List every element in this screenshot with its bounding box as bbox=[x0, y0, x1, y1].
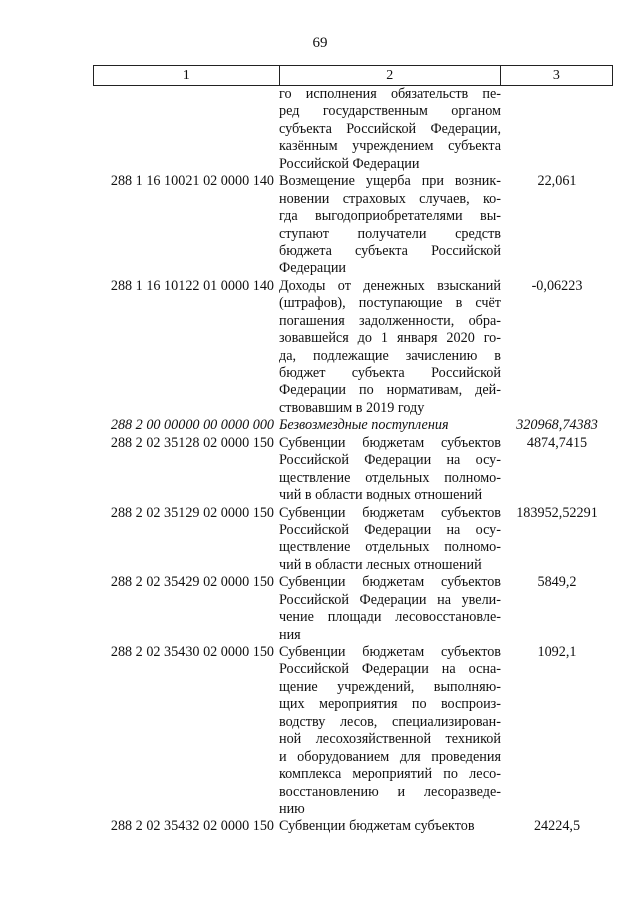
description-line: щение учреждений, выполняю- bbox=[279, 678, 501, 695]
income-description bbox=[279, 435, 501, 505]
description-line: щих мероприятия по воспроиз- bbox=[279, 696, 501, 713]
income-description bbox=[279, 505, 501, 575]
budget-code: 288 2 00 00000 00 0000 000 bbox=[110, 417, 274, 434]
description-line: Безвозмездные поступления bbox=[279, 417, 449, 434]
description-line: бюджет субъекта Российской bbox=[279, 365, 501, 381]
amount-value: -0,06223 bbox=[531, 277, 583, 294]
budget-code: 288 2 02 35432 02 0000 150 bbox=[110, 818, 274, 835]
description-line: Российской Федерации на осна- bbox=[279, 661, 501, 678]
table-row bbox=[93, 505, 613, 575]
description-line: ной лесохозяйственной техникой bbox=[279, 731, 501, 748]
budget-code: 288 1 16 10021 02 0000 140 bbox=[110, 173, 274, 190]
description-line: Возмещение ущерба при возник- bbox=[279, 173, 501, 190]
table-row bbox=[93, 417, 613, 434]
description-line: ред государственным органом bbox=[279, 103, 501, 120]
description-line: ния bbox=[279, 626, 301, 643]
description-line: ществление отдельных полномо- bbox=[279, 469, 501, 486]
description-line: комплекса мероприятий по лесо- bbox=[279, 766, 501, 783]
table-row bbox=[93, 435, 613, 505]
description-line: нию bbox=[279, 800, 305, 817]
table-row bbox=[93, 278, 613, 418]
description-line: Российской Федерации bbox=[279, 155, 420, 172]
column-header-1: 1 bbox=[94, 66, 280, 86]
column-header-row bbox=[93, 65, 613, 86]
description-line: Федерации по нормативам, дей- bbox=[279, 382, 501, 399]
column-header-3: 3 bbox=[500, 66, 612, 86]
amount-value: 1092,1 bbox=[537, 644, 577, 661]
description-line: да, подлежащие зачислению в bbox=[279, 347, 501, 364]
income-description bbox=[279, 574, 501, 644]
description-line: (штрафов), поступающие в счёт bbox=[279, 295, 501, 312]
description-line: чий в области лесных отношений bbox=[279, 556, 482, 573]
description-line: Субвенции бюджетам субъектов bbox=[279, 434, 501, 451]
description-line: Субвенции бюджетам субъектов bbox=[279, 574, 501, 591]
description-line: восстановлению и лесоразведе- bbox=[279, 783, 501, 800]
description-line: водству лесов, специализирован- bbox=[279, 713, 501, 730]
table-row bbox=[93, 818, 613, 835]
amount-value: 183952,52291 bbox=[516, 504, 598, 521]
table-row bbox=[93, 86, 613, 173]
description-line: новении страховых случаев, ко- bbox=[279, 190, 501, 207]
budget-code: 288 2 02 35128 02 0000 150 bbox=[110, 434, 274, 451]
income-description bbox=[279, 278, 501, 418]
description-line: субъекта Российской Федерации, bbox=[279, 120, 501, 137]
description-line: Доходы от денежных взысканий bbox=[279, 277, 501, 294]
table-body bbox=[93, 86, 613, 836]
amount-value: 24224,5 bbox=[533, 818, 581, 835]
description-line: гда выгодоприобретателями вы- bbox=[279, 208, 501, 225]
description-line: казённым учреждением субъекта bbox=[279, 138, 501, 155]
table-row bbox=[93, 173, 613, 278]
page-number: 69 bbox=[312, 35, 328, 51]
description-line: ществление отдельных полномо- bbox=[279, 539, 501, 556]
description-line: ствовавшим в 2019 году bbox=[279, 399, 425, 416]
description-line: чение площади лесовосстановле- bbox=[279, 609, 501, 626]
description-line: и оборудованием для проведения bbox=[279, 748, 501, 765]
column-header-2: 2 bbox=[279, 66, 500, 86]
income-description bbox=[279, 818, 501, 835]
income-description bbox=[279, 173, 501, 278]
description-line: погашения задолженности, обра- bbox=[279, 312, 501, 329]
description-line: Федерации bbox=[279, 260, 347, 277]
amount-value: 320968,74383 bbox=[516, 417, 598, 434]
description-line: бюджета субъекта Российской bbox=[279, 242, 501, 259]
budget-code: 288 2 02 35429 02 0000 150 bbox=[110, 574, 274, 591]
budget-code: 288 2 02 35129 02 0000 150 bbox=[110, 504, 274, 521]
income-description bbox=[279, 86, 501, 173]
amount-value: 5849,2 bbox=[537, 574, 577, 591]
description-line: Субвенции бюджетам субъектов bbox=[279, 644, 501, 661]
description-line: Субвенции бюджетам субъектов bbox=[279, 504, 501, 521]
description-line: Российской Федерации на осу- bbox=[279, 452, 501, 469]
budget-code: 288 2 02 35430 02 0000 150 bbox=[110, 644, 274, 661]
table-row bbox=[93, 644, 613, 818]
amount-value: 22,061 bbox=[537, 173, 577, 190]
budget-code: 288 1 16 10122 01 0000 140 bbox=[110, 277, 274, 294]
description-line: Российской Федерации на осу- bbox=[279, 521, 501, 538]
income-description bbox=[279, 417, 501, 434]
income-description bbox=[279, 644, 501, 818]
table-row bbox=[93, 574, 613, 644]
description-line: Субвенции бюджетам субъектов bbox=[279, 818, 475, 835]
description-line: ступают получатели средств bbox=[279, 225, 501, 242]
description-line: зовавшейся до 1 января 2020 го- bbox=[279, 330, 501, 347]
amount-value: 4874,7415 bbox=[526, 434, 588, 451]
description-line: го исполнения обязательств пе- bbox=[279, 86, 501, 102]
description-line: Российской Федерации на увели- bbox=[279, 591, 501, 608]
description-line: чий в области водных отношений bbox=[279, 487, 483, 504]
